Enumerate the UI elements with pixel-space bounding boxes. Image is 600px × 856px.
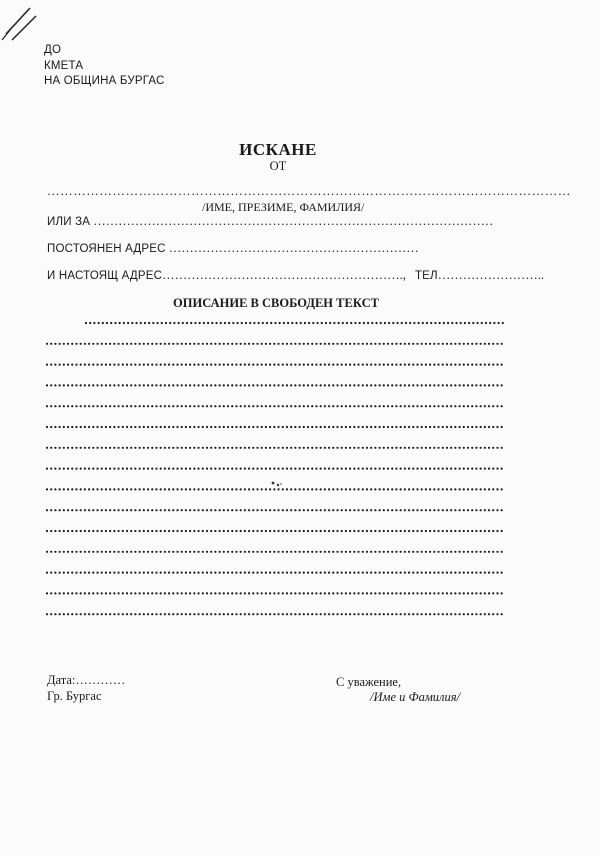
signature-name-hint: /Име и Фамилия/: [370, 690, 461, 704]
current-address-field[interactable]: ………………………………………………….,: [162, 268, 406, 282]
footer-left: [47, 672, 125, 704]
applicant-name-field[interactable]: …………………………………………………………………………………………………………: [47, 184, 571, 198]
phone-field[interactable]: ……………………..: [437, 268, 545, 282]
permanent-address-field[interactable]: ……………………………………………………: [168, 241, 419, 255]
addressee-line-2: КМЕТА: [44, 59, 84, 72]
phone-label: ТЕЛ: [414, 270, 438, 282]
regards-label: С уважение,: [336, 675, 402, 689]
city-label: Гр. Бургас: [47, 689, 102, 703]
from-word-text: ОТ: [269, 159, 287, 173]
footer-right: [336, 675, 460, 705]
description-heading-text: ОПИСАНИЕ В СВОБОДЕН ТЕКСТ: [173, 296, 379, 310]
permanent-address-label: ПОСТОЯНЕН АДРЕС: [47, 243, 166, 255]
addressee-line-1: ДО: [44, 44, 62, 56]
date-label: Дата:: [47, 673, 76, 687]
current-address-label: И НАСТОЯЩ АДРЕС: [47, 270, 163, 282]
ink-smudge: [270, 480, 284, 488]
applicant-name-hint: /ИМЕ, ПРЕЗИМЕ, ФАМИЛИЯ/: [202, 200, 365, 214]
date-field[interactable]: …………: [75, 673, 126, 687]
on-behalf-field[interactable]: ……………………………………………………………………………………: [93, 214, 494, 228]
document-title-text: ИСКАНЕ: [239, 140, 317, 159]
on-behalf-label: ИЛИ ЗА: [47, 216, 91, 228]
addressee-line-3: НА ОБЩИНА БУРГАС: [44, 75, 165, 87]
